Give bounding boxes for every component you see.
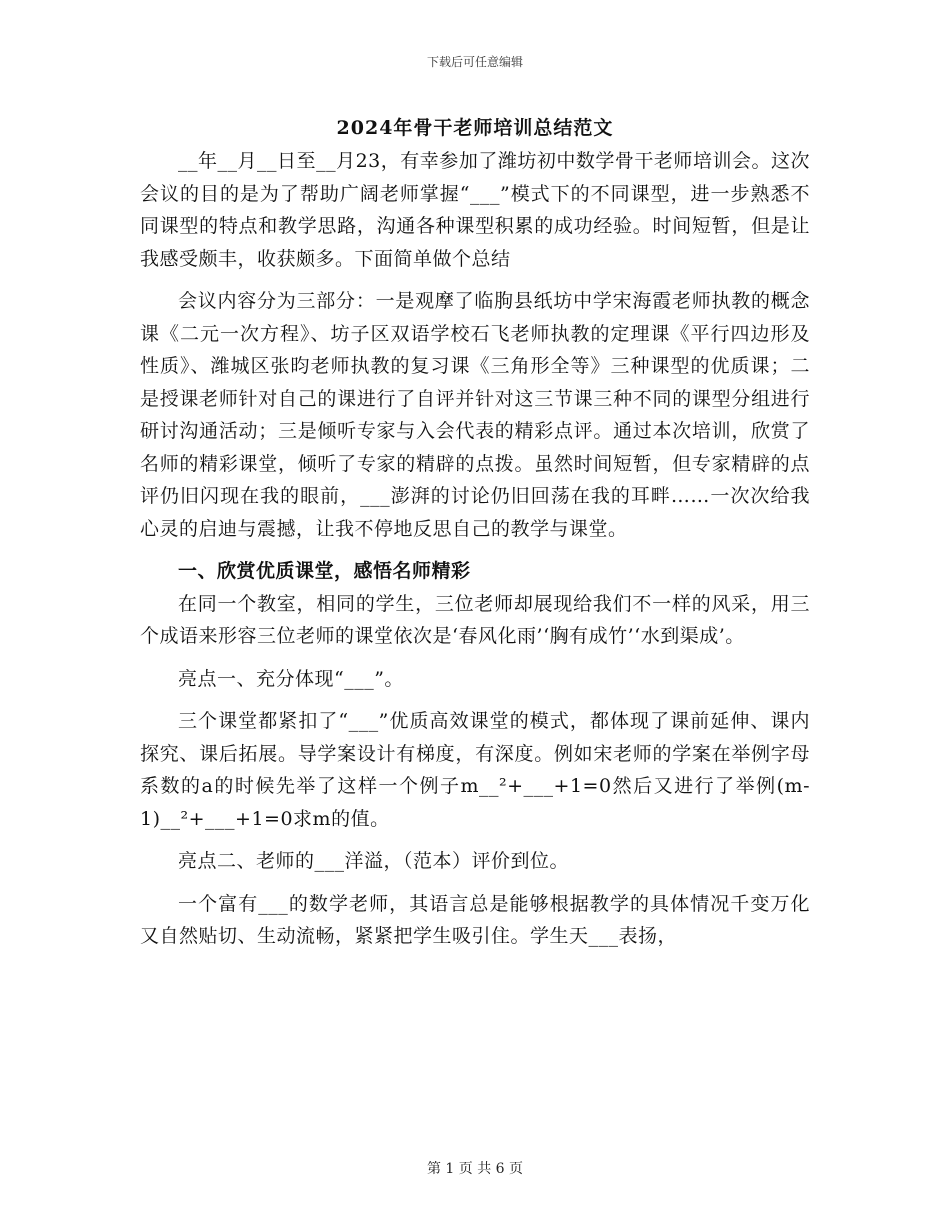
document-title: 2024年骨干老师培训总结范文 (336, 117, 614, 139)
paragraph-three-teachers: 在同一个教室，相同的学生，三位老师却展现给我们不一样的风采，用三个成语来形容三位老师的课堂依次是‘春风化雨’‘胸有成竹’‘水到渠成’。 (140, 592, 810, 647)
header-note: 下载后可任意编辑 (426, 55, 523, 69)
paragraph-intro: __年__月__日至__月23，有幸参加了潍坊初中数学骨干老师培训会。这次会议的目的是为了帮助广阔老师掌握“___”模式下的不同课型，进一步熟悉不同课型的特点和教学思路，沟通各种课型积累的成功经验。时间短暂，但是让我感受颇丰，收获颇多。下面简单做个总结 (140, 150, 810, 270)
section-heading-1: 一、欣赏优质课堂，感悟名师精彩 (178, 560, 471, 582)
document-body (140, 145, 810, 953)
paragraph-meeting-content: 会议内容分为三部分：一是观摩了临朐县纸坊中学宋海霞老师执教的概念课《二元一次方程》、坊子区双语学校石飞老师执教的定理课《平行四边形及性质》、潍城区张昀老师执教的复习课《三角形全等》三种课型的优质课；二是授课老师针对自己的课进行了自评并针对这三节课三种不同的课型分组进行研讨沟通活动；三是倾听专家与入会代表的精彩点评。通过本次培训，欣赏了名师的精彩课堂，倾听了专家的精辟的点拨。虽然时间短暂，但专家精辟的点评仍旧闪现在我的眼前，___澎湃的讨论仍旧回荡在我的耳畔……一次次给我心灵的启迪与震撼，让我不停地反思自己的教学与课堂。 (140, 290, 810, 540)
paragraph-classroom-model: 三个课堂都紧扣了“___”优质高效课堂的模式，都体现了课前延伸、课内探究、课后拓展。导学案设计有梯度，有深度。例如宋老师的学案在举例字母系数的a的时候先举了这样一个例子m__²+___+1=0然后又进行了举例(m-1)__²+___+1=0求m的值。 (140, 710, 810, 830)
paragraph-highlight-1: 亮点一、充分体现“___”。 (178, 667, 404, 690)
page-number: 第 1 页 共 6 页 (426, 1161, 524, 1177)
paragraph-highlight-2: 亮点二、老师的___洋溢，（范本）评价到位。 (178, 850, 570, 872)
paragraph-teacher-language: 一个富有___的数学老师，其语言总是能够根据教学的具体情况千变万化又自然贴切、生动流畅，紧紧把学生吸引住。学生天___表扬， (140, 892, 810, 947)
